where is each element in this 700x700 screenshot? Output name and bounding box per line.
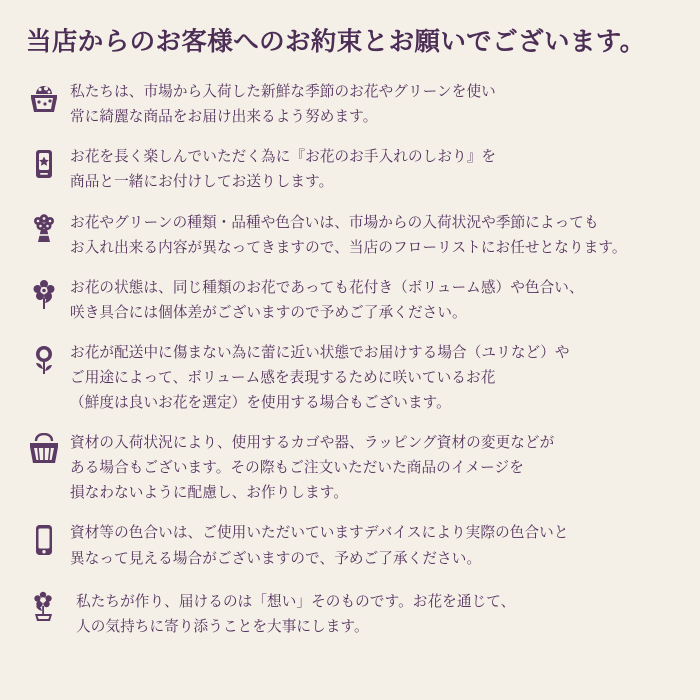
- single-flower-icon: [24, 275, 64, 315]
- item-text: [70, 273, 678, 326]
- item-text: [70, 518, 678, 571]
- list-item: [22, 142, 678, 195]
- bouquet-icon: [24, 210, 64, 250]
- list-item: [22, 518, 678, 571]
- item-text: [70, 77, 678, 130]
- text-line: 常に綺麗な商品をお届け出来るよう努めます。: [70, 109, 378, 126]
- page-title: 当店からのお客様へのお約束とお願いでございます。: [26, 28, 646, 56]
- item-text: [70, 428, 678, 506]
- list-item: [22, 584, 678, 640]
- text-line: お花やグリーンの種類・品種や色合いは、市場からの入荷状況や季節によっても: [70, 214, 599, 231]
- item-text: [70, 338, 678, 416]
- flower-basket-icon: [24, 79, 64, 119]
- item-text: [70, 584, 678, 640]
- item-text: [70, 142, 678, 195]
- basket-icon: [24, 430, 64, 470]
- text-line: 異なって見える場合がございますので、予めご了承ください。: [70, 550, 482, 567]
- potted-flower-icon: [24, 586, 64, 626]
- text-line: 人の気持ちに寄り添うことを大事にします。: [76, 618, 369, 635]
- text-line: 損なわないように配慮し、お作りします。: [70, 485, 349, 502]
- text-line: 商品と一緒にお付けしてお送りします。: [70, 174, 334, 191]
- text-line: お花が配送中に傷まない為に蕾に近い状態でお届けする場合（ユリなど）や: [70, 344, 570, 361]
- smartphone-icon: [24, 520, 64, 560]
- text-line: ある場合もございます。その際もご注文いただいた商品のイメージを: [70, 460, 524, 477]
- item-text: [70, 208, 678, 261]
- text-line: 資材の入荷状況により、使用するカゴや器、ラッピング資材の変更などが: [70, 435, 555, 452]
- list-item: [22, 273, 678, 326]
- text-line: お入れ出来る内容が異なってきますので、当店のフローリストにお任せとなります。: [70, 239, 627, 256]
- tulip-bud-icon: [24, 340, 64, 380]
- booklet-icon: [24, 144, 64, 184]
- text-line: お花を長く楽しんでいただく為に『お花のお手入れのしおり』を: [70, 149, 497, 166]
- list-item: [22, 77, 678, 130]
- list-item: [22, 428, 678, 506]
- text-line: お花の状態は、同じ種類のお花であっても花付き（ボリューム感）や色合い、: [70, 279, 584, 296]
- text-line: 私たちが作り、届けるのは「想い」そのものです。お花を通じて、: [76, 593, 516, 610]
- text-line: 咲き具合には個体差がございますので予めご了承ください。: [70, 304, 467, 321]
- promise-list: [22, 77, 678, 640]
- text-line: 資材等の色合いは、ご使用いただいていますデバイスにより実際の色合いと: [70, 525, 569, 542]
- text-line: 私たちは、市場から入荷した新鮮な季節のお花やグリーンを使い: [70, 84, 496, 101]
- text-line: ご用途によって、ボリューム感を表現するために咲いているお花: [70, 369, 496, 386]
- list-item: [22, 208, 678, 261]
- list-item: [22, 338, 678, 416]
- text-line: （鮮度は良いお花を選定）を使用する場合もございます。: [70, 395, 451, 412]
